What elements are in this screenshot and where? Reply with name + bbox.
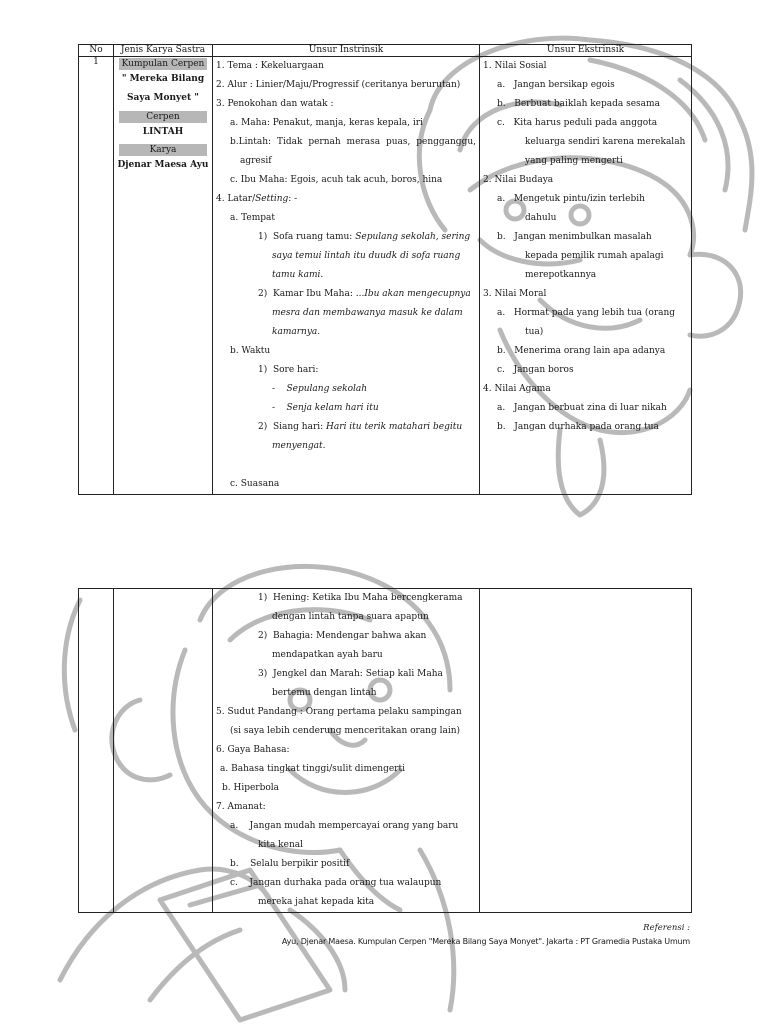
gaya-bahasa-a: a. Bahasa tingkat tinggi/sulit dimengerti xyxy=(220,764,405,774)
genre-title-line1: " Mereka Bilang xyxy=(121,74,205,84)
genre-story: LINTAH xyxy=(142,127,184,137)
intrinsic-sore: 1) Sore hari: xyxy=(258,365,319,375)
intrinsic-lintah-cont: agresif xyxy=(240,156,272,166)
gaya-bahasa: 6. Gaya Bahasa: xyxy=(216,745,290,755)
intrinsic-lintah: b.Lintah: Tidak pernah merasa puas, pengganggu, xyxy=(230,137,476,147)
amanat-b: b. Selalu berpikir positif xyxy=(230,859,350,869)
suasana-bahagia-cont: mendapatkan ayah baru xyxy=(272,650,383,660)
intrinsic-kamar-cont: mesra dan membawanya masuk ke dalam xyxy=(272,308,463,318)
suasana-jengkel-cont: bertemu dengan lintah xyxy=(272,688,377,698)
intrinsic-sofa-cont: saya temui lintah itu duudk di sofa ruang xyxy=(272,251,461,261)
intrinsic-sofa-cont2: tamu kami. xyxy=(272,270,324,280)
genre-type: Cerpen xyxy=(119,111,207,123)
reference xyxy=(282,921,690,949)
genre-work: Karya xyxy=(119,144,207,156)
extrinsic-sosial-b: b. Berbuat baiklah kepada sesama xyxy=(497,99,660,109)
extrinsic-budaya-a: a. Mengetuk pintu/izin terlebih xyxy=(497,194,645,204)
extrinsic-cell xyxy=(480,57,692,495)
extrinsic-sosial: 1. Nilai Sosial xyxy=(483,61,547,71)
genre-author: Djenar Maesa Ayu xyxy=(117,160,209,170)
extrinsic-sosial-c: c. Kita harus peduli pada anggota xyxy=(497,118,658,128)
table-header-row xyxy=(79,45,692,57)
amanat-a-cont: kita kenal xyxy=(258,840,303,850)
intrinsic-tema: 1. Tema : Kekeluargaan xyxy=(216,61,324,71)
genre-cell xyxy=(114,57,213,495)
continuation-cell xyxy=(213,589,480,913)
intrinsic-penokohan: 3. Penokohan dan watak : xyxy=(216,99,334,109)
extrinsic-budaya-b-cont: kepada pemilik rumah apalagi xyxy=(525,251,664,261)
extrinsic-agama-a: a. Jangan berbuat zina di luar nikah xyxy=(497,403,667,413)
intrinsic-tempat: a. Tempat xyxy=(230,213,275,223)
intrinsic-ibu: c. Ibu Maha: Egois, acuh tak acuh, boros, hina xyxy=(230,175,443,185)
suasana-hening-cont: dengan lintah tanpa suara apapun xyxy=(272,612,429,622)
intrinsic-kamar-cont2: kamarnya. xyxy=(272,327,321,337)
extrinsic-agama-b: b. Jangan durhaka pada orang tua xyxy=(497,422,659,432)
amanat-a: a. Jangan mudah mempercayai orang yang baru xyxy=(230,821,459,831)
suasana-bahagia: 2) Bahagia: Mendengar bahwa akan xyxy=(258,631,427,641)
extrinsic-budaya-a-cont: dahulu xyxy=(525,213,557,223)
intrinsic-siang: 2) Siang hari: Hari itu terik matahari begitu xyxy=(258,422,463,432)
intrinsic-kamar: 2) Kamar Ibu Maha: ...Ibu akan mengecupnya xyxy=(258,289,471,299)
amanat-c: c. Jangan durhaka pada orang tua walaupun xyxy=(230,878,442,888)
intrinsic-maha: a. Maha: Penakut, manja, keras kepala, iri xyxy=(230,118,423,128)
genre-title-line2: Saya Monyet " xyxy=(127,93,199,103)
header-no: No xyxy=(79,45,114,57)
intrinsic-latar: 4. Latar/Setting: - xyxy=(216,194,298,204)
reference-label: Referensi : xyxy=(643,923,690,933)
intrinsic-sore-a: - Sepulang sekolah xyxy=(272,384,368,394)
intrinsic-sofa: 1) Sofa ruang tamu: Sepulang sekolah, sering xyxy=(258,232,471,242)
reference-text: Ayu, Djenar Maesa. Kumpulan Cerpen "Mereka Bilang Saya Monyet". Jakarta : PT Gramedia Pustaka Umum xyxy=(281,937,690,946)
sudut-pandang: 5. Sudut Pandang : Orang pertama pelaku sampingan xyxy=(216,707,462,717)
literary-analysis-table xyxy=(78,44,692,495)
sudut-pandang-cont: (si saya lebih cenderung menceritakan orang lain) xyxy=(230,726,461,736)
amanat: 7. Amanat: xyxy=(216,802,266,812)
extrinsic-sosial-a: a. Jangan bersikap egois xyxy=(497,80,615,90)
extrinsic-moral-c: c. Jangan boros xyxy=(497,365,574,375)
header-genre: Jenis Karya Sastra xyxy=(114,45,213,57)
extrinsic-moral-a-cont: tua) xyxy=(525,327,544,337)
intrinsic-suasana: c. Suasana xyxy=(230,479,280,489)
intrinsic-sore-b: - Senja kelam hari itu xyxy=(272,403,379,413)
continuation-table xyxy=(78,588,692,913)
intrinsic-alur: 2. Alur : Linier/Maju/Progressif (ceritanya berurutan) xyxy=(216,80,461,90)
extrinsic-moral: 3. Nilai Moral xyxy=(483,289,547,299)
table-row xyxy=(79,57,692,495)
extrinsic-sosial-c-cont: keluarga sendiri karena merekalah xyxy=(525,137,686,147)
extrinsic-budaya-b: b. Jangan menimbulkan masalah xyxy=(497,232,652,242)
gaya-bahasa-b: b. Hiperbola xyxy=(222,783,280,793)
intrinsic-cell xyxy=(213,57,480,495)
header-intrinsic: Unsur Instrinsik xyxy=(213,45,480,57)
genre-collection: Kumpulan Cerpen xyxy=(119,58,207,70)
header-extrinsic: Unsur Ekstrinsik xyxy=(480,45,692,57)
amanat-c-cont: mereka jahat kepada kita xyxy=(258,897,375,907)
extrinsic-moral-a: a. Hormat pada yang lebih tua (orang xyxy=(497,308,676,318)
extrinsic-budaya: 2. Nilai Budaya xyxy=(483,175,554,185)
table-row xyxy=(79,589,692,913)
extrinsic-sosial-c-cont2: yang paling mengerti xyxy=(525,156,623,166)
intrinsic-siang-cont: menyengat. xyxy=(272,441,326,451)
extrinsic-moral-b: b. Menerima orang lain apa adanya xyxy=(497,346,666,356)
suasana-jengkel: 3) Jengkel dan Marah: Setiap kali Maha xyxy=(258,669,443,679)
suasana-hening: 1) Hening: Ketika Ibu Maha bercengkerama xyxy=(258,593,463,603)
row-number: 1 xyxy=(79,57,114,495)
extrinsic-budaya-b-cont2: merepotkannya xyxy=(525,270,597,280)
intrinsic-waktu: b. Waktu xyxy=(230,346,271,356)
extrinsic-agama: 4. Nilai Agama xyxy=(483,384,551,394)
